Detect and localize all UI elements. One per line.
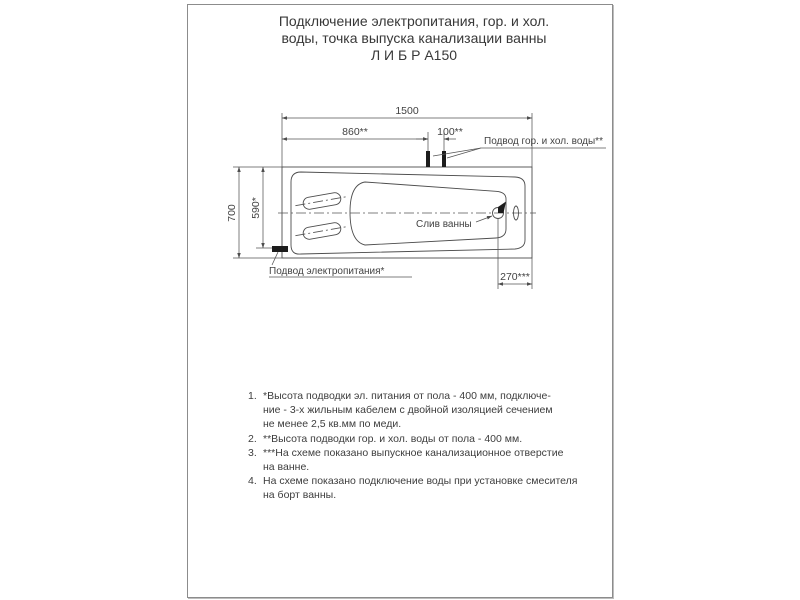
document-page [187, 4, 613, 598]
note-line: На схеме показано подключение воды при установке смесителя [263, 475, 578, 488]
note-line: ние - 3-х жильным кабелем с двойной изоляцией сечением [263, 404, 553, 417]
dim-electric-height-value: 590* [250, 197, 262, 219]
note-line: **Высота подводки гор. и хол. воды от пола - 400 мм. [263, 432, 523, 445]
notes-list [248, 389, 598, 503]
title-line-3: Л И Б Р А150 [370, 47, 458, 63]
note-number: 4. [248, 475, 257, 488]
dimension-270 [498, 219, 532, 289]
dimension-860-100 [282, 126, 463, 152]
water-supply-group [426, 136, 606, 167]
drain-leader-line [476, 216, 492, 222]
water-pipe-1 [426, 151, 430, 167]
dim-electric-offset-value: 860** [342, 126, 368, 138]
note-number: 3. [248, 446, 257, 459]
note-number: 1. [248, 390, 257, 402]
leader-line [272, 252, 278, 265]
note-number: 2. [248, 432, 257, 445]
installation-box-outline [282, 167, 532, 258]
note-line: на борт ванны. [263, 489, 337, 502]
bathtub-basin-outline [350, 182, 506, 245]
water-supply-label: Подвод гор. и хол. воды** [484, 136, 603, 147]
water-pipe-2 [442, 151, 446, 167]
dimension-590 [250, 167, 285, 248]
note-line: ***На схеме показано выпускное канализационное отверстие [263, 446, 564, 459]
note-item-3 [248, 446, 598, 474]
electric-supply-group [269, 246, 412, 277]
drain-group [476, 202, 506, 223]
note-item-2 [248, 432, 598, 446]
dim-water-spacing-value: 100** [437, 126, 463, 138]
dim-drain-offset-value: 270*** [500, 271, 530, 283]
dim-total-length-value: 1500 [395, 105, 419, 117]
dim-width-value: 700 [226, 204, 238, 222]
note-line: *Высота подводки эл. питания от пола - 400 мм, подключе- [263, 390, 551, 402]
bathtub-installation-diagram [188, 5, 612, 597]
title-line-1: Подключение электропитания, гор. и хол. [278, 13, 550, 29]
electric-connection-mark [272, 246, 288, 252]
drain-label: Слив ванны [416, 219, 472, 230]
armrest-lower [294, 220, 349, 241]
title-line-2: воды, точка выпуска канализации ванны [281, 30, 547, 46]
electric-supply-label: Подвод электропитания* [269, 266, 385, 277]
note-line: на ванне. [263, 461, 310, 474]
armrest-upper [294, 190, 349, 211]
note-line: не менее 2,5 кв.мм по меди. [263, 418, 402, 431]
note-item-1 [248, 389, 598, 432]
note-item-4 [248, 474, 598, 502]
